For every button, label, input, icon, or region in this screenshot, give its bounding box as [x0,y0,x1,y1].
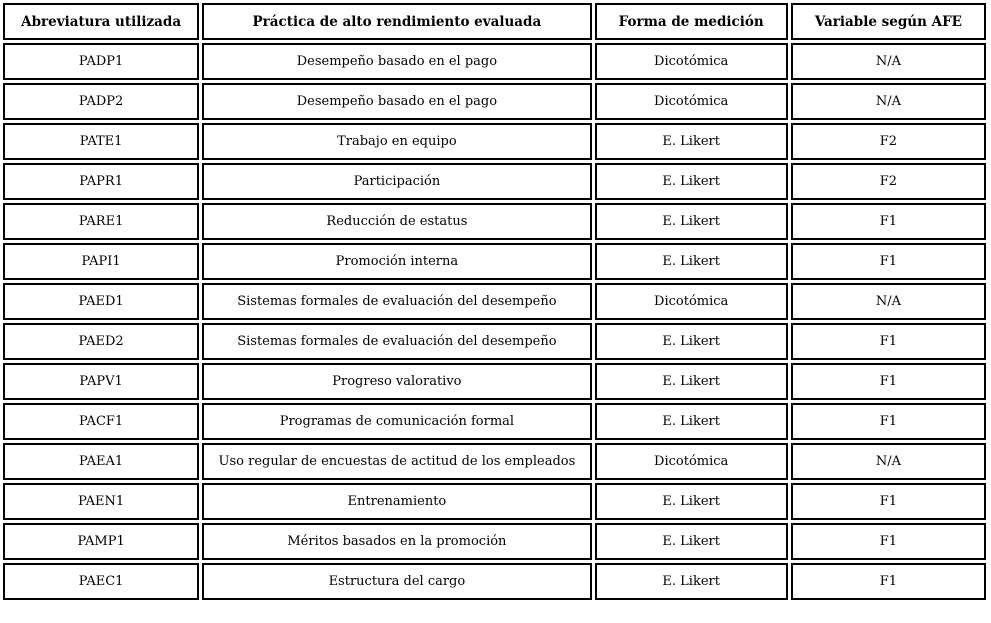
table-cell: F1 [791,523,986,560]
table-cell: PATE1 [3,123,199,160]
table-cell: Progreso valorativo [202,363,591,400]
column-header-1: Abreviatura utilizada [3,3,199,40]
table-cell: E. Likert [595,123,788,160]
table-row [3,523,986,560]
table-cell: PAPR1 [3,163,199,200]
table-cell: Desempeño basado en el pago [202,43,591,80]
table-cell: PAPV1 [3,363,199,400]
table-cell: E. Likert [595,483,788,520]
table-row [3,43,986,80]
table-cell: Desempeño basado en el pago [202,83,591,120]
table-cell: Promoción interna [202,243,591,280]
table-cell: F2 [791,123,986,160]
table-cell: E. Likert [595,323,788,360]
table-row [3,323,986,360]
table-cell: N/A [791,283,986,320]
table-cell: Uso regular de encuestas de actitud de los empleados [202,443,591,480]
table-row [3,123,986,160]
table-cell: Dicotómica [595,43,788,80]
table-cell: PAEN1 [3,483,199,520]
table-cell: N/A [791,443,986,480]
table-cell: F1 [791,403,986,440]
table-row [3,363,986,400]
table-cell: Sistemas formales de evaluación del desempeño [202,283,591,320]
table-cell: F1 [791,363,986,400]
table-cell: Programas de comunicación formal [202,403,591,440]
table-cell: E. Likert [595,563,788,600]
table-cell: Reducción de estatus [202,203,591,240]
table-cell: E. Likert [595,243,788,280]
table-row [3,483,986,520]
table-row [3,403,986,440]
table-cell: PAED1 [3,283,199,320]
table-cell: E. Likert [595,163,788,200]
table-cell: PAEC1 [3,563,199,600]
table-cell: Dicotómica [595,283,788,320]
table-body [3,43,986,600]
table-cell: N/A [791,43,986,80]
table-row [3,283,986,320]
table-cell: Participación [202,163,591,200]
table-cell: E. Likert [595,523,788,560]
table-cell: F1 [791,563,986,600]
table-cell: F1 [791,323,986,360]
table-row [3,243,986,280]
column-header-2: Práctica de alto rendimiento evaluada [202,3,591,40]
table-cell: Entrenamiento [202,483,591,520]
column-header-4: Variable según AFE [791,3,986,40]
table-cell: PAMP1 [3,523,199,560]
header-row [3,3,986,40]
table-cell: N/A [791,83,986,120]
table-row [3,83,986,120]
table-cell: Trabajo en equipo [202,123,591,160]
table-row [3,563,986,600]
table-cell: PADP1 [3,43,199,80]
table-cell: F1 [791,203,986,240]
table-row [3,443,986,480]
table-cell: PAEA1 [3,443,199,480]
table-cell: PAPI1 [3,243,199,280]
table-row [3,203,986,240]
table-cell: E. Likert [595,363,788,400]
table-cell: PADP2 [3,83,199,120]
table-cell: Estructura del cargo [202,563,591,600]
column-header-3: Forma de medición [595,3,788,40]
table-cell: PAED2 [3,323,199,360]
table-cell: Méritos basados en la promoción [202,523,591,560]
table-cell: F2 [791,163,986,200]
table-cell: Dicotómica [595,83,788,120]
table-cell: PARE1 [3,203,199,240]
table-cell: F1 [791,483,986,520]
table-cell: E. Likert [595,403,788,440]
table-cell: E. Likert [595,203,788,240]
table-cell: PACF1 [3,403,199,440]
table-cell: Sistemas formales de evaluación del desempeño [202,323,591,360]
table-cell: F1 [791,243,986,280]
table-cell: Dicotómica [595,443,788,480]
table-row [3,163,986,200]
